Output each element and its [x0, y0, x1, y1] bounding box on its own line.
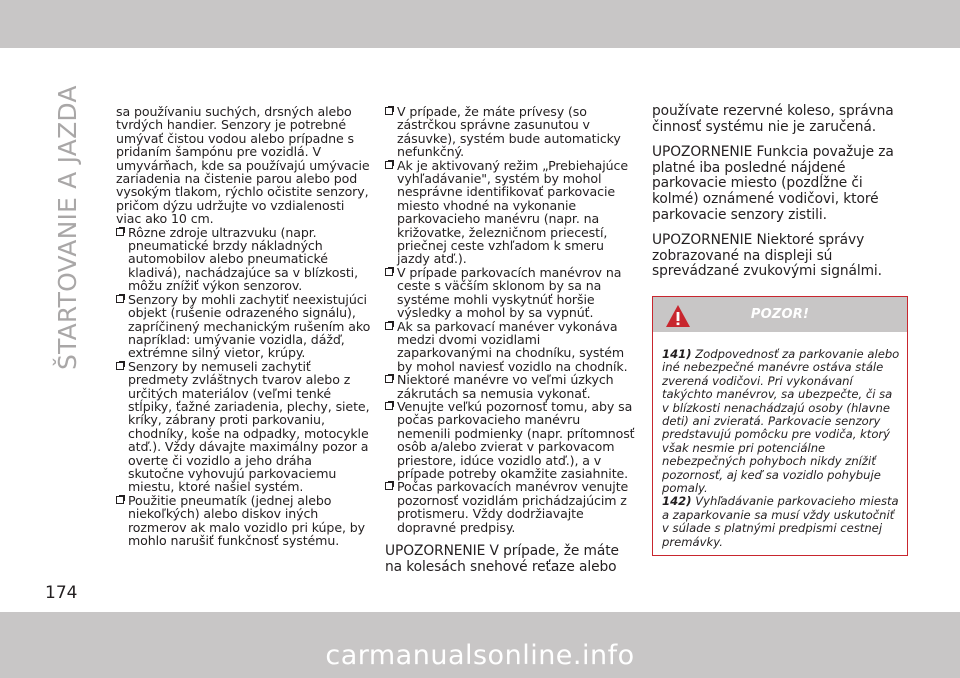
warning-text: Vyhľadávanie parkovacieho miesta a zaparkovanie sa musí vždy uskutočniť v súlade s platnými predpismi cestnej premávky.: [662, 494, 899, 549]
list-item: Ak je aktivovaný režim „Prebiehajúce vyhľadávanie", systém by mohol nesprávne identifikovať parkovacie miesto vhodné na vykonanie parkovacieho manévru (napr. na križovatke, železničnom priecestí, priečnej ceste vzhľadom k smeru jazdy atď.).: [385, 159, 635, 266]
checkbox-bullet-icon: [385, 402, 393, 410]
header-gap: [0, 48, 960, 54]
list-item: Rôzne zdroje ultrazvuku (napr. pneumatické brzdy nákladných automobilov alebo pneumatické kladivá), nachádzajúce sa v blízkosti, môžu znížiť výkon senzorov.: [116, 226, 371, 293]
list-item: Niektoré manévre vo veľmi úzkych zákrutách sa nemusia vykonať.: [385, 373, 635, 400]
list-item: Ak sa parkovací manéver vykonáva medzi dvomi vozidlami zaparkovanými na chodníku, systém by mohol naviesť vozidlo na chodník.: [385, 320, 635, 374]
header-band: [0, 0, 960, 48]
paragraph: UPOZORNENIE Niektoré správy zobrazované na displeji sú sprevádzané zvukovými signálmi.: [652, 232, 882, 280]
paragraph: UPOZORNENIE Funkcia považuje za platné iba posledné nájdené parkovacie miesto (pozdĺžne či kolmé) oznámené vodičovi, ktoré parkovacie senzory zistili.: [652, 144, 894, 223]
checkbox-bullet-icon: [116, 496, 124, 504]
list-item: V prípade, že máte prívesy (so zástrčkou správne zasunutou v zásuvke), systém bude automaticky nefunkčný.: [385, 105, 635, 159]
checkbox-bullet-icon: [385, 161, 393, 169]
warning-box: [652, 296, 908, 556]
checkbox-bullet-icon: [385, 375, 393, 383]
column-2: [385, 105, 635, 575]
checkbox-bullet-icon: [385, 107, 393, 115]
paragraph: používate rezervné koleso, správna činnosť systému nie je zaručená.: [652, 103, 894, 135]
page-number: 174: [45, 583, 78, 603]
list-item: Venujte veľkú pozornosť tomu, aby sa počas parkovacieho manévru nemenili podmienky (napr. prítomnosť osôb a/alebo zvierat v parkovacom priestore, idúce vozidlo atď.), a v prípade potreby okamžite zasiahnite.: [385, 400, 635, 480]
watermark: carmanualsonline.info: [325, 640, 635, 671]
warning-item: [662, 495, 902, 549]
list-item: Senzory by mohli zachytiť neexistujúci objekt (rušenie odrazeného signálu), zapríčinený mechanickým rušením ako napríklad: umývanie vozidla, dážď, extrémne silný vietor, krúpy.: [116, 293, 371, 360]
checkbox-bullet-icon: [116, 228, 124, 236]
warning-number: 142): [662, 494, 692, 509]
checkbox-bullet-icon: [385, 482, 393, 490]
column-3: [652, 104, 907, 280]
checkbox-bullet-icon: [116, 362, 124, 370]
warning-body: [653, 332, 907, 549]
list-item: Senzory by nemuseli zachytiť predmety zvláštnych tvarov alebo z určitých materiálov (veľmi tenké stĺpiky, ťažné zariadenia, plechy, siete, kríky, zábrany proti parkovaniu, chodníky, koše na odpadky, motocykle atď.). Vždy dávajte maximálny pozor a overte či vozidlo a jeho dráha skutočne vyhovujú parkovaciemu miestu, ktoré našiel systém.: [116, 360, 371, 494]
warning-title: POZOR!: [750, 307, 810, 322]
chapter-title: ŠTARTOVANIE A JAZDA: [53, 85, 82, 370]
checkbox-bullet-icon: [385, 322, 393, 330]
list-item: Použitie pneumatík (jednej alebo niekoľkých) alebo diskov iných rozmerov ak malo vozidlo pri kúpe, by mohlo narušiť funkčnosť systému.: [116, 494, 371, 548]
column-1: [116, 105, 371, 547]
note-paragraph: UPOZORNENIE V prípade, že máte na kolesách snehové reťaze alebo: [385, 543, 619, 575]
warning-item: [662, 348, 902, 495]
checkbox-bullet-icon: [385, 268, 393, 276]
list-item: V prípade parkovacích manévrov na ceste s väčším sklonom by sa na systéme mohli vyskytnúť horšie výsledky a mohol by sa vypnúť.: [385, 266, 635, 320]
checkbox-bullet-icon: [116, 295, 124, 303]
warning-number: 141): [662, 347, 692, 361]
warning-text: Zodpovednosť za parkovanie alebo iné nebezpečné manévre ostáva stále zverená vodičovi. Pri vykonávaní takýchto manévrov, sa ubezpečte, či sa v blízkosti nenachádzajú osoby (hlavne deti) ani zvieratá. Parkovacie senzory predstavujú pomôcku pre vodiča, ktorý však nesmie pri potenciálne nebezpečných pohyboch nikdy znížiť pozornosť, aj keď sa vozidlo pohybuje pomaly.: [662, 347, 900, 496]
warning-header: [653, 297, 907, 332]
intro-paragraph: sa používaniu suchých, drsných alebo tvrdých handier. Senzory je potrebné umývať čistou vodou alebo prípadne s pridaním šampónu pre vozidlá. V umyvárňach, kde sa používajú umývacie zariadenia na čistenie parou alebo pod vysokým tlakom, rýchlo očistite senzory, pričom dýzu udržujte vo vzdialenosti viac ako 10 cm.: [116, 104, 370, 227]
list-item: Počas parkovacích manévrov venujte pozornosť vozidlám prichádzajúcim z protismeru. Vždy dodržiavajte dopravné predpisy.: [385, 480, 635, 534]
